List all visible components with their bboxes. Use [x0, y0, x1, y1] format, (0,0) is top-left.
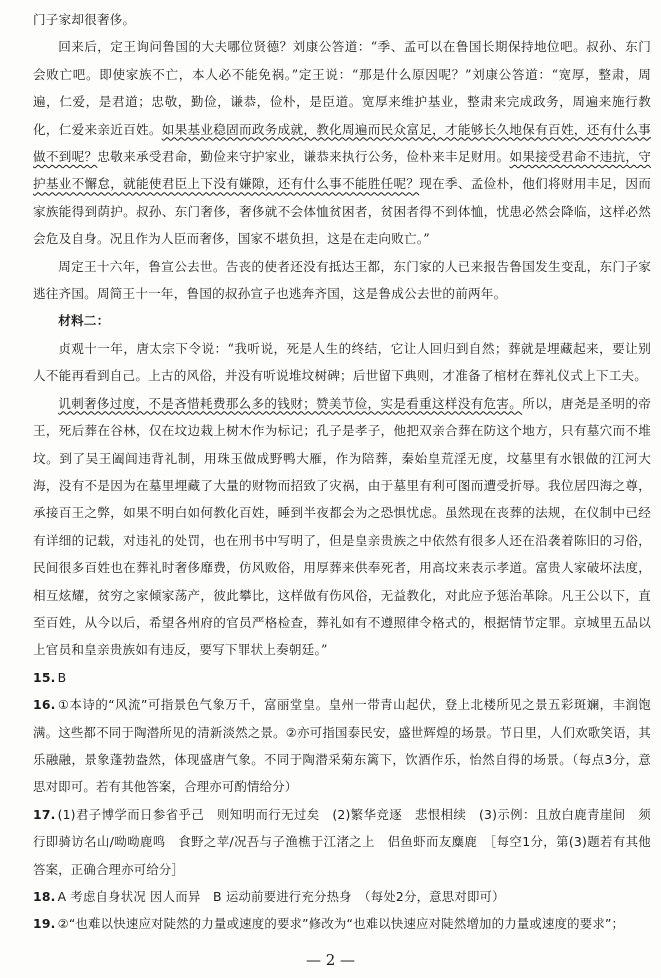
underlined-sentence-1: 如果基业稳固而政务成就，教化周遍而民众富足，才能够长久地保有百姓，还有什么事做不到呢？: [33, 121, 651, 165]
page-number: — 2 —: [305, 951, 356, 969]
question-number: 19.: [33, 916, 56, 932]
question-number: 16.: [33, 697, 56, 713]
answer-text: B: [57, 669, 67, 685]
answer-19: [33, 910, 651, 937]
underlined-sentence-2: 如果接受君命不违抗，守护基业不懈怠，就能使君臣上下没有嫌隙，还有什么事不能胜任呢？: [33, 149, 652, 192]
underlined-sentence-3: 讥刺奢侈过度，不是吝惜耗费那么多的钱财；赞美节俭，实是看重这样没有危害。: [58, 395, 523, 411]
section-heading-material-2: 材料二：: [58, 313, 110, 329]
answer-17: [33, 801, 651, 883]
paragraph-text: 现在季、孟俭朴，他们将财用丰足，因而家族能得到荫护。叔孙、东门奢侈，奢侈就不会体恤贫困者，贫困者得不到体恤，忧患必然会降临，这样必然会危及自身。况且作为人臣而奢侈，国家不堪负担，这是在走向败亡。”: [33, 176, 651, 247]
answer-text: ①本诗的“风流”可指景色气象万千，富丽堂皇。皇州一带青山起伏，登上北楼所见之景五彩斑斓，丰润饱满。这些都不同于陶潜所见的清新淡然之景。②亦可指国泰民安，盛世辉煌的场景。节日里，人们欢歌笑语，其乐融融，景象蓬勃盎然，体现盛唐气象。不同于陶潜采菊东篱下，饮酒作乐，怡然自得的场景。（每点3分，意思对即可。若有其他答案，合理亦可酌情给分）: [33, 697, 651, 795]
question-number: 17.: [33, 806, 56, 822]
answer-text: ②“也难以快速应对陡然的力量或速度的要求”修改为“也难以快速应对陡然增加的力量或速度的要求”；: [57, 916, 625, 932]
paragraph-continuation: 门子家却很奢侈。: [33, 12, 136, 27]
answer-text: (1)君子博学而日参省乎己 则知明而行无过矣 (2)繁华竞逐 悲恨相续 (3)示例：且放白鹿青崖间 须行即骑访名山/呦呦鹿鸣 食野之苹/况吾与子渔樵于江渚之上 侣鱼虾而友麋鹿 ［每空1分，第(3)题若有其他答案，正确合理亦可给分］: [33, 806, 651, 877]
question-number: 18.: [33, 889, 56, 904]
question-number: 15.: [33, 669, 56, 685]
paragraph-liu-kang-gong: [33, 33, 651, 252]
answer-18: [33, 883, 651, 910]
paragraph-ending: 周定王十六年，鲁宣公去世。告丧的使者还没有抵达王都，东门家的人已来报告鲁国发生变乱，东门子家逃往齐国。周简王十一年，鲁国的叔孙宣子也逃奔齐国，这是鲁成公去世的前两年。: [33, 258, 651, 302]
document-page: [33, 6, 651, 938]
paragraph-text: 回来后，定王询问鲁国的大夫哪位贤德？刘康公答道：“季、孟可以在鲁国长期保持地位吧。叔孙、东门会败亡吧。即使家族不亡，本人必不能免祸。”定王说：“那是什么原因呢？”刘康公答道：“宽厚，整肃，周遍，仁爱，是君道；忠敬，勤俭，谦恭，俭朴，是臣道。宽厚来维护基业，整肃来完成政务，周遍来施行教化，仁爱来亲近百姓。: [33, 39, 651, 137]
answer-text: A 考虑自身状况 因人而异 B 运动前要进行充分热身 （每处2分，意思对即可）: [57, 889, 505, 904]
paragraph-text: 忠敬来承受君命，勤俭来守护家业，谦恭来执行公务，俭朴来丰足财用。: [97, 149, 510, 165]
paragraph-burial-customs: [33, 390, 651, 664]
answer-15: [33, 664, 651, 691]
answer-16: [33, 691, 651, 801]
paragraph-zhenguan: 贞观十一年，唐太宗下令说：“我听说，死是人生的终结，它让人回归到自然；葬就是埋藏起来，要让别人不能再看到自己。上古的风俗，并没有听说堆坟树碑；后世留下典则，才准备了棺材在葬礼仪式上下工夫。: [33, 340, 651, 384]
paragraph-text: 所以，唐尧是圣明的帝王，死后葬在谷林，仅在坟边栽上树木作为标记；孔子是孝子，他把双亲合葬在防这个地方，只有墓穴而不堆坟。到了吴王阖闾违背礼制，用珠玉做成野鸭大雁，作为陪葬，秦始皇荒淫无度，坟墓里有水银做的江河大海，没有不是因为在墓里埋藏了大量的财物而招致了灾祸，由于墓里有利可图而遭受折辱。我位居四海之尊，承接百王之弊，如果不明白如何教化百姓，睡到半夜都会为之恐惧忧虑。虽然现在丧葬的法规，在仪制中已经有详细的记载，对违礼的处罚，也在刑书中写明了，但是皇亲贵族之中依然有很多人还在沿袭着陈旧的习俗，民间很多百姓也在葬礼时奢侈靡费，仿风败俗，用厚葬来供奉死者，用高坟来表示孝道。富贵人家破坏法度，相互炫耀，贫穷之家倾家荡产，彼此攀比，这样做有伤风俗，无益教化，对此应予惩治革除。凡王公以下，直至百姓，从今以后，希望各州府的官员严格检查，葬礼如有不遵照律令格式的，根据情节定罪。京城里五品以上官员和皇亲贵族如有违反，要写下罪状上奏朝廷。”: [33, 395, 652, 658]
